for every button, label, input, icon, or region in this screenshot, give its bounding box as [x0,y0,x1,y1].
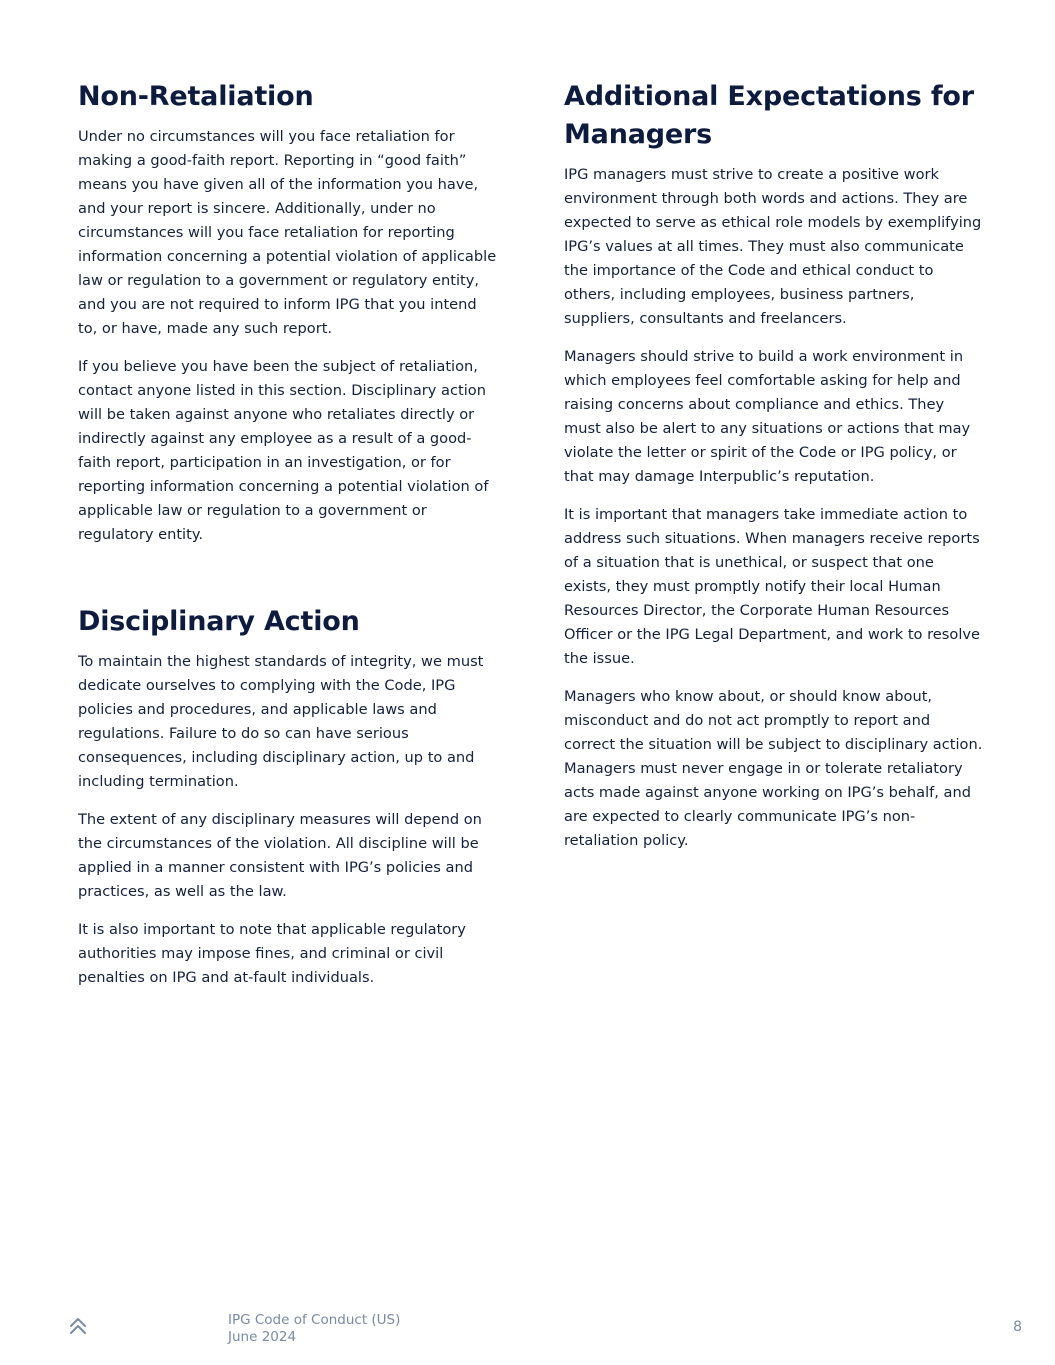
disciplinary-action-section [78,603,498,990]
right-column [564,78,984,867]
double-chevron-up-icon [68,1314,88,1338]
paragraph: Managers should strive to build a work environment in which employees feel comfortable asking for help and raising concerns about compliance and ethics. They must also be alert to any situations or actions that may violate the letter or spirit of the Code or IPG policy, or that may damage Interpublic’s reputation. [564,348,971,485]
non-retaliation-section [78,78,498,547]
paragraph: It is also important to note that applicable regulatory authorities may impose fines, and criminal or civil penalties on IPG and at-fault individuals. [78,921,466,986]
paragraph: To maintain the highest standards of integrity, we must dedicate ourselves to complying with the Code, IPG policies and procedures, and applicable laws and regulations. Failure to do so can have serious consequences, including disciplinary action, up to and including termination. [78,653,484,790]
page-number: 8 [1013,1319,1022,1335]
back-to-top-button[interactable] [68,1314,88,1338]
section-spacer [78,561,498,603]
paragraph: If you believe you have been the subject of retaliation, contact anyone listed in this section. Disciplinary action will be taken against anyone who retaliates directly or indirectly against any employee as a result of a good-faith report, participation in an investigation, or for reporting information concerning a potential violation of applicable law or regulation to a government or regulatory entity. [78,358,489,543]
section-heading: Disciplinary Action [78,606,360,637]
paragraph: It is important that managers take immediate action to address such situations. When managers receive reports of a situation that is unethical, or suspect that one exists, they must promptly notify their local Human Resources Director, the Corporate Human Resources Officer or the IPG Legal Department, and work to resolve the issue. [564,506,980,667]
paragraph: IPG managers must strive to create a positive work environment through both words and actions. They are expected to serve as ethical role models by exemplifying IPG’s values at all times. They must also communicate the importance of the Code and ethical conduct to others, including employees, business partners, suppliers, consultants and freelancers. [564,166,982,327]
manager-expectations-section [564,78,984,853]
section-heading: Non-Retaliation [78,81,314,112]
document-title: IPG Code of Conduct (US) [228,1312,401,1328]
paragraph: The extent of any disciplinary measures will depend on the circumstances of the violation. All discipline will be applied in a manner consistent with IPG’s policies and practices, as well as the law. [78,811,482,900]
left-column [78,78,498,1004]
document-date: June 2024 [228,1329,297,1345]
paragraph: Under no circumstances will you face retaliation for making a good-faith report. Reporting in “good faith” means you have given all of the information you have, and your report is sincere. Additionally, under no circumstances will you face retaliation for reporting information concerning a potential violation of applicable law or regulation to a government or regulatory entity, and you are not required to inform IPG that you intend to, or have, made any such report. [78,128,497,337]
section-heading: Additional Expectations for Managers [564,81,974,150]
paragraph: Managers who know about, or should know about, misconduct and do not act promptly to report and correct the situation will be subject to disciplinary action. Managers must never engage in or tolerate retaliatory acts made against anyone working on IPG’s behalf, and are expected to clearly communicate IPG’s non-retaliation policy. [564,688,983,849]
document-info [228,1312,400,1346]
page-footer [0,1310,1055,1350]
